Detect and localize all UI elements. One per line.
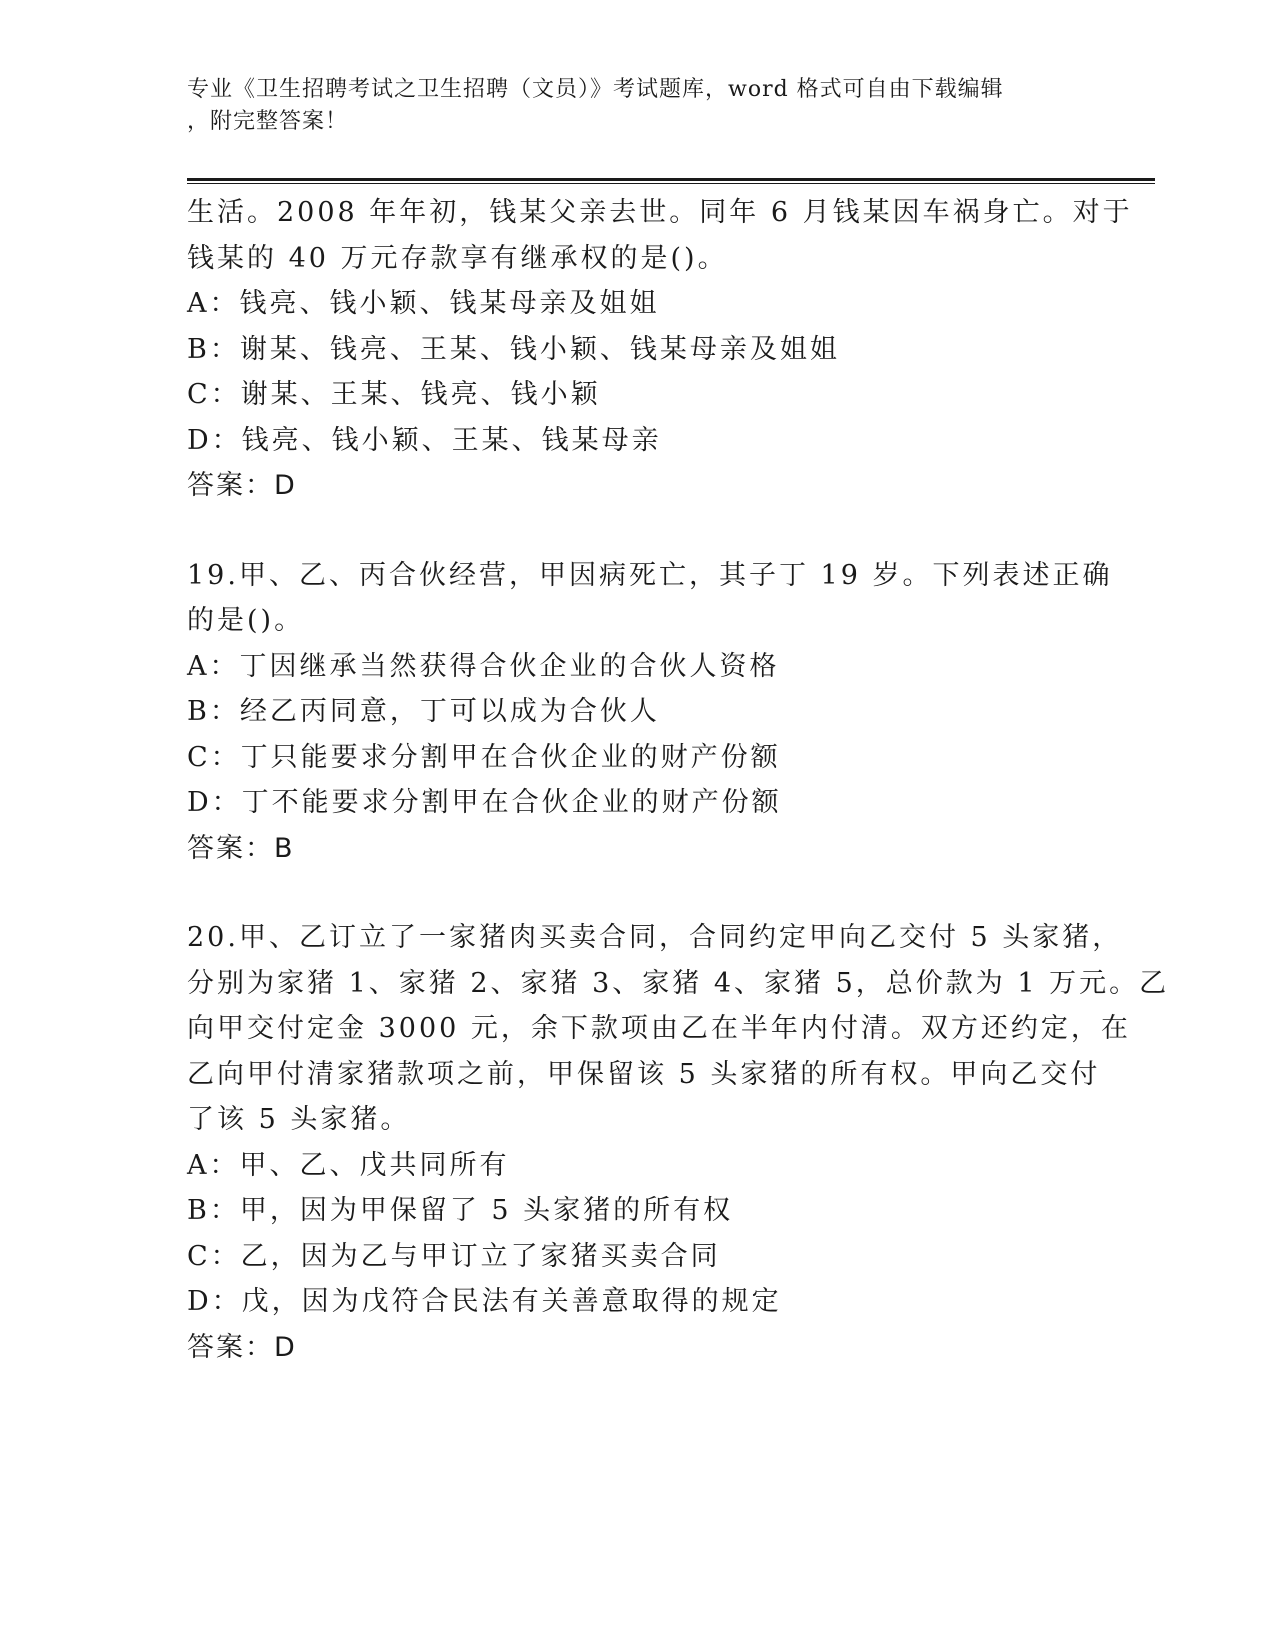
question-stem-line: 19.甲、乙、丙合伙经营，甲因病死亡，其子丁 19 岁。下列表述正确: [187, 559, 1113, 591]
option-b: B：甲，因为甲保留了 5 头家猪的所有权: [187, 1195, 734, 1226]
question-stem-line: 的是()。: [187, 605, 305, 636]
option-b: B：经乙丙同意，丁可以成为合伙人: [187, 696, 660, 727]
header-rule-thick: [187, 178, 1155, 181]
header-line-1: 专业《卫生招聘考试之卫生招聘（文员）》考试题库，word 格式可自由下载编辑: [187, 77, 1004, 102]
option-d: D：戊，因为戊符合民法有关善意取得的规定: [187, 1286, 782, 1317]
spacer: [187, 509, 1087, 553]
spacer: [187, 871, 1087, 915]
answer-line: 答案：D: [187, 1331, 297, 1363]
option-d: D：钱亮、钱小颖、王某、钱某母亲: [187, 424, 662, 456]
question-stem-line: 乙向甲付清家猪款项之前，甲保留该 5 头家猪的所有权。甲向乙交付: [187, 1058, 1101, 1090]
answer-line: 答案：B: [187, 832, 295, 864]
option-d: D：丁不能要求分割甲在合伙企业的财产份额: [187, 787, 782, 818]
question-stem-line: 分别为家猪 1、家猪 2、家猪 3、家猪 4、家猪 5，总价款为 1 万元。乙: [187, 967, 1170, 999]
question-18: [187, 190, 1133, 509]
question-stem-line: 向甲交付定金 3000 元，余下款项由乙在半年内付清。双方还约定，在: [187, 1013, 1131, 1044]
question-stem-line: 20.甲、乙订立了一家猪肉买卖合同，合同约定甲向乙交付 5 头家猪，: [187, 922, 1123, 953]
header-line-2: ，附完整答案！: [187, 109, 349, 134]
option-a: A：甲、乙、戊共同所有: [187, 1149, 510, 1181]
option-a: A：丁因继承当然获得合伙企业的合伙人资格: [187, 650, 780, 682]
question-20: [187, 915, 1170, 1370]
header-rule-thin: [187, 183, 1155, 184]
question-19: [187, 553, 1113, 872]
document-header: [187, 74, 1067, 138]
option-c: C：丁只能要求分割甲在合伙企业的财产份额: [187, 741, 781, 773]
question-stem-line: 了该 5 头家猪。: [187, 1104, 411, 1135]
answer-line: 答案：D: [187, 470, 297, 501]
question-stem-line: 钱某的 40 万元存款享有继承权的是()。: [187, 242, 728, 274]
option-c: C：谢某、王某、钱亮、钱小颖: [187, 379, 601, 410]
question-stem-line: 生活。2008 年年初，钱某父亲去世。同年 6 月钱某因车祸身亡。对于: [187, 197, 1133, 228]
option-b: B：谢某、钱亮、王某、钱小颖、钱某母亲及姐姐: [187, 333, 840, 365]
question-list: [187, 190, 1170, 1370]
option-c: C：乙，因为乙与甲订立了家猪买卖合同: [187, 1240, 721, 1272]
option-a: A：钱亮、钱小颖、钱某母亲及姐姐: [187, 288, 660, 319]
